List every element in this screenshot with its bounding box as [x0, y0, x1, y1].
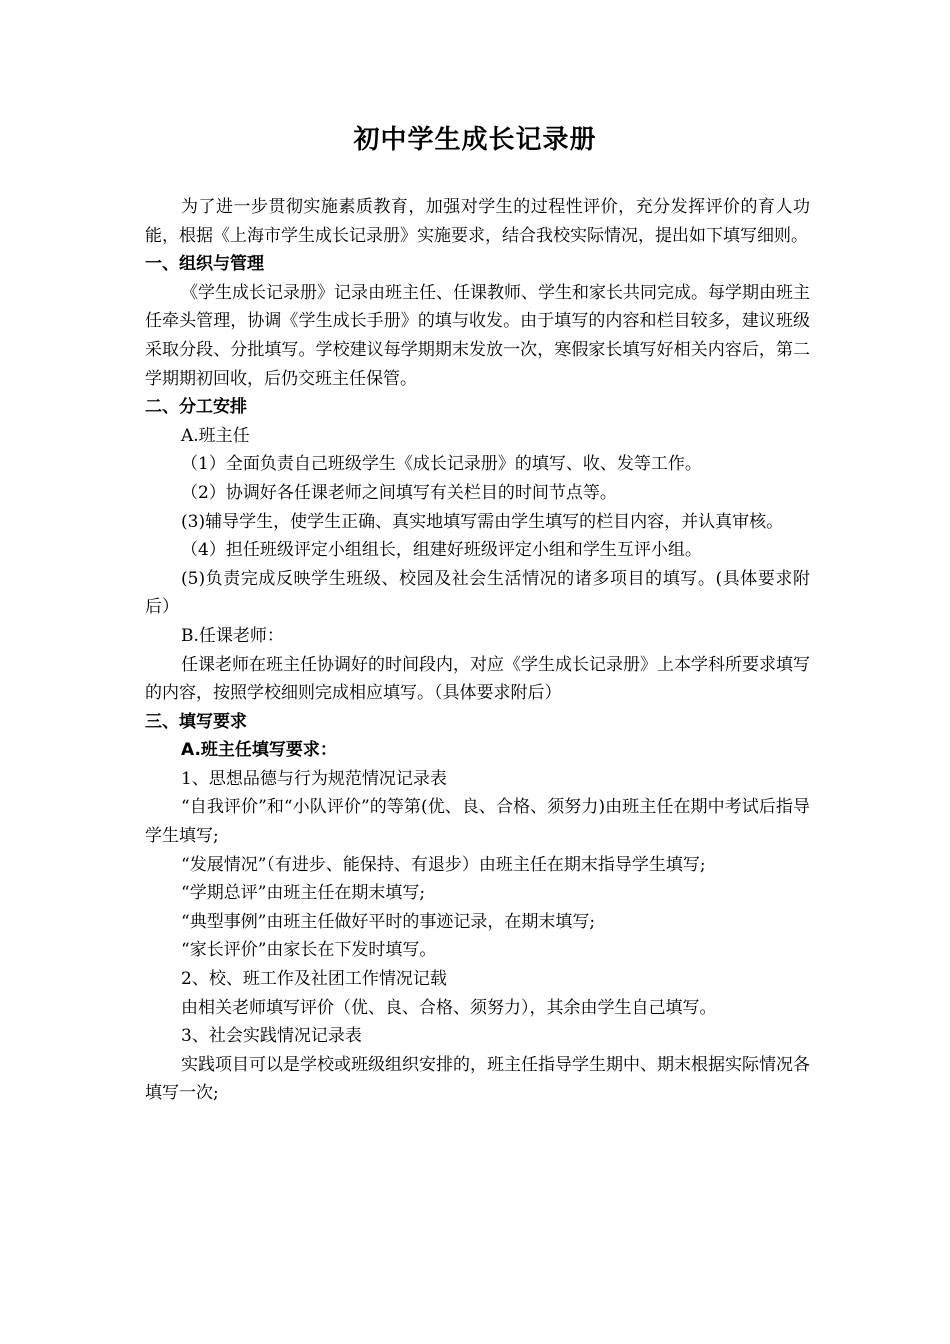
organization-paragraph: 《学生成长记录册》记录由班主任、任课教师、学生和家长共同完成。每学期由班主任牵头管理，协调《学生成长手册》的填与收发。由于填写的内容和栏目较多，建议班级采取分段、分批填写。学校建议每学期期末发放一次，寒假家长填写好相关内容后，第二学期期初回收，后仍交班主任保管。 — [145, 282, 810, 389]
subject-teacher-paragraph: 任课老师在班主任协调好的时间段内，对应《学生成长记录册》上本学科所要求填写的内容，按照学校细则完成相应填写。（具体要求附后） — [145, 654, 810, 704]
intro-paragraph: 为了进一步贯彻实施素质教育，加强对学生的过程性评价，充分发挥评价的育人功能，根据《上海市学生成长记录册》实施要求，结合我校实际情况，提出如下填写细则。 — [145, 197, 810, 246]
item-1-line-3: “学期总评”由班主任在期末填写; — [181, 883, 426, 904]
item-1-title: 1、思想品德与行为规范情况记录表 — [181, 768, 447, 789]
item-1-line-2: “发展情况”（有进步、能保持、有退步）由班主任在期末指导学生填写; — [181, 854, 706, 875]
item-3-title: 3、社会实践情况记录表 — [181, 1026, 362, 1047]
item-3-paragraph: 实践项目可以是学校或班级组织安排的，班主任指导学生期中、期末根据实际情况各填写一次; — [145, 1054, 810, 1104]
item-1-line-4: “典型事例”由班主任做好平时的事迹记录，在期末填写; — [181, 911, 596, 932]
section-heading-requirements: 三、填写要求 — [145, 711, 247, 732]
item-1-line-5: “家长评价”由家长在下发时填写。 — [181, 940, 437, 961]
section-heading-organization: 一、组织与管理 — [145, 254, 264, 275]
subject-teacher-label: B.任课老师： — [181, 625, 284, 646]
head-teacher-item-4: （4）担任班级评定小组组长，组建好班级评定小组和学生互评小组。 — [181, 540, 702, 561]
item-1-line-1: “自我评价”和“小队评价”的等第(优、良、合格、须努力)由班主任在期中考试后指导学生填写; — [145, 797, 810, 847]
head-teacher-item-5: (5)负责完成反映学生班级、校园及社会生活情况的诸多项目的填写。(具体要求附后） — [145, 568, 810, 618]
section-heading-division: 二、分工安排 — [145, 397, 247, 418]
head-teacher-label: A.班主任 — [181, 425, 250, 446]
document-body — [145, 193, 810, 1108]
head-teacher-item-2: （2）协调好各任课老师之间填写有关栏目的时间节点等。 — [181, 482, 617, 503]
document-title: 初中学生成长记录册 — [353, 125, 597, 155]
item-2-paragraph: 由相关老师填写评价（优、良、合格、须努力），其余由学生自己填写。 — [181, 997, 717, 1018]
item-2-title: 2、校、班工作及社团工作情况记载 — [181, 969, 447, 990]
head-teacher-item-3: (3)辅导学生，使学生正确、真实地填写需由学生填写的栏目内容，并认真审核。 — [181, 511, 784, 532]
head-teacher-item-1: （1）全面负责自己班级学生《成长记录册》的填写、收、发等工作。 — [181, 454, 702, 475]
head-teacher-requirements-label: A.班主任填写要求： — [181, 740, 337, 761]
